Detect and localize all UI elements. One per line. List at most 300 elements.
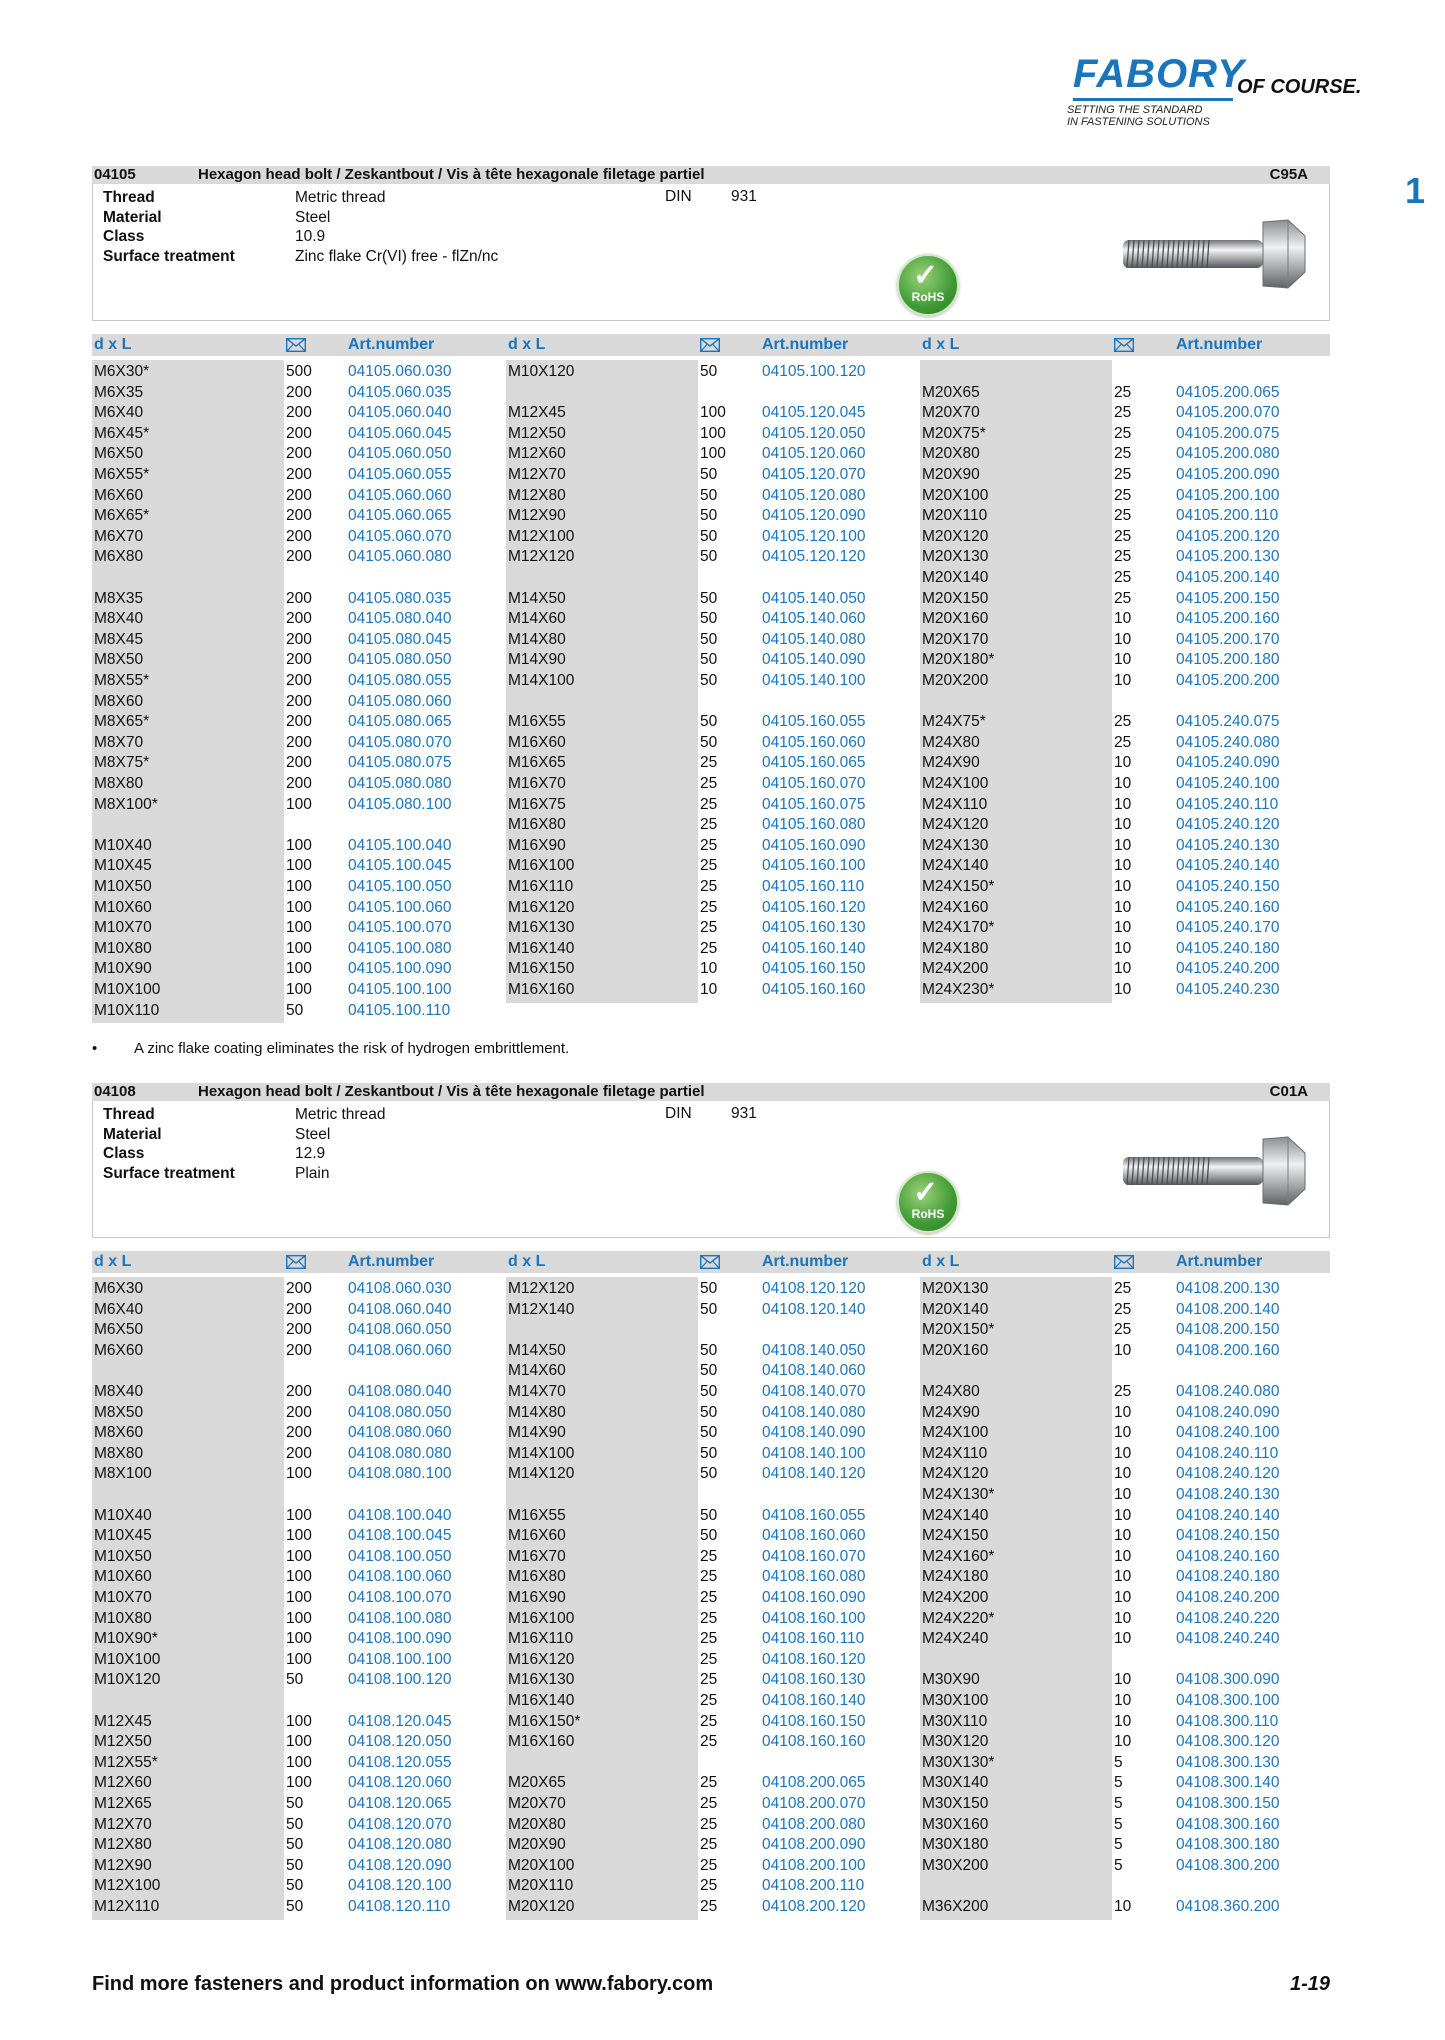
art-number-link[interactable]: 04108.300.150 [1176,1795,1280,1812]
art-number-link[interactable]: 04105.160.080 [762,816,866,834]
art-number-link[interactable]: 04105.140.090 [762,651,866,669]
qty-cell: 10 [1114,1506,1132,1524]
art-number-link[interactable]: 04105.240.200 [1176,960,1280,978]
art-number-link[interactable]: 04108.080.060 [348,1424,452,1442]
qty-cell: 5 [1114,1795,1123,1812]
qty-cell: 200 [286,754,312,772]
art-number-link[interactable]: 04105.200.130 [1176,548,1280,566]
size-cell: M20X130 [922,548,989,566]
art-number-link[interactable]: 04105.100.040 [348,836,452,854]
art-number-link[interactable]: 04105.080.045 [348,630,452,648]
size-cell: M16X65 [508,754,566,772]
size-cell: M20X200 [922,672,989,689]
art-number-link[interactable]: 04108.140.080 [762,1403,866,1421]
art-number-link[interactable]: 04108.120.110 [348,1898,451,1915]
art-number-link[interactable]: 04105.160.140 [762,939,866,957]
size-cell: M16X90 [508,1589,566,1606]
art-number-link[interactable]: 04105.160.065 [762,754,866,772]
size-cell: M24X180 [922,1568,989,1586]
art-number-link[interactable]: 04105.200.200 [1176,672,1280,689]
art-number-link[interactable]: 04108.200.140 [1176,1300,1280,1318]
art-number-link[interactable]: 04108.240.160 [1176,1547,1280,1565]
qty-cell: 200 [286,775,312,792]
art-number-link[interactable]: 04108.120.055 [348,1753,452,1771]
art-number-link[interactable]: 04105.200.080 [1176,445,1280,463]
art-number-link[interactable]: 04105.200.075 [1176,424,1280,442]
qty-cell: 100 [286,1609,312,1627]
qty-cell: 50 [286,1836,304,1854]
size-cell: M6X65* [94,507,150,525]
art-number-link[interactable]: 04105.060.035 [348,383,452,401]
brand-name: FABORY [1073,52,1245,96]
size-cell: M8X55* [94,672,150,689]
size-cell: M16X70 [508,775,566,792]
art-number-link[interactable]: 04108.240.150 [1176,1527,1280,1545]
qty-cell: 500 [286,363,312,380]
product-code: 04108 [94,1083,136,1100]
size-cell: M12X100 [508,527,575,545]
art-number-link[interactable]: 04105.200.070 [1176,404,1280,422]
size-cell: M10X50 [94,878,152,895]
art-number-link[interactable]: 04105.060.045 [348,424,452,442]
art-number-link[interactable]: 04108.140.060 [762,1362,866,1380]
qty-cell: 200 [286,1300,312,1318]
size-cell: M20X110 [922,507,988,525]
qty-cell: 200 [286,1444,312,1462]
art-number-link[interactable]: 04108.240.130 [1176,1486,1280,1503]
art-number-link[interactable]: 04105.100.070 [348,919,452,937]
spec-label: Thread [103,189,155,206]
art-number-link[interactable]: 04108.360.200 [1176,1898,1280,1915]
size-cell: M24X160* [922,1547,995,1565]
qty-cell: 10 [1114,857,1132,875]
art-number-link[interactable]: 04108.160.055 [762,1506,866,1524]
art-number-link[interactable]: 04108.160.150 [762,1712,866,1730]
art-number-link[interactable]: 04105.240.160 [1176,898,1280,916]
art-number-link[interactable]: 04105.140.080 [762,630,866,648]
art-number-link[interactable]: 04105.100.060 [348,898,452,916]
art-number-link[interactable]: 04105.200.160 [1176,610,1280,628]
art-number-link[interactable]: 04105.240.120 [1176,816,1280,834]
art-number-link[interactable]: 04108.120.045 [348,1712,452,1730]
qty-cell: 10 [700,981,718,998]
qty-cell: 25 [700,1856,718,1874]
art-number-link[interactable]: 04105.240.100 [1176,775,1280,792]
qty-cell: 10 [1114,919,1132,937]
qty-cell: 100 [286,1712,312,1730]
art-number-link[interactable]: 04108.100.050 [348,1547,452,1565]
art-number-link[interactable]: 04108.300.200 [1176,1856,1280,1874]
art-number-link[interactable]: 04108.240.200 [1176,1589,1280,1606]
art-number-link[interactable]: 04105.200.140 [1176,569,1280,586]
art-number-link[interactable]: 04105.060.050 [348,445,452,463]
size-cell: M24X80 [922,1383,980,1400]
art-number-link[interactable]: 04108.240.220 [1176,1609,1280,1627]
envelope-icon [700,1255,720,1269]
art-number-link[interactable]: 04108.200.065 [762,1774,866,1792]
size-cell: M10X40 [94,836,152,854]
art-number-link[interactable]: 04105.080.050 [348,651,452,669]
art-number-link[interactable]: 04105.120.070 [762,466,866,483]
art-number-link[interactable]: 04108.080.100 [348,1465,452,1483]
size-cell: M24X80 [922,733,980,751]
art-number-link[interactable]: 04105.240.140 [1176,857,1280,875]
art-number-link[interactable]: 04108.160.070 [762,1547,866,1565]
qty-cell: 25 [1114,733,1132,751]
art-number-link[interactable]: 04108.080.050 [348,1403,452,1421]
art-number-link[interactable]: 04105.060.080 [348,548,452,566]
size-cell: M10X110 [94,1001,160,1019]
art-number-link[interactable]: 04105.160.070 [762,775,866,792]
qty-cell: 100 [286,1568,312,1586]
art-number-link[interactable]: 04108.300.180 [1176,1836,1280,1854]
size-cell: M6X55* [94,466,150,483]
art-number-link[interactable]: 04108.240.100 [1176,1424,1280,1442]
size-cell: M16X100 [508,857,575,875]
tagline-line-2: IN FASTENING SOLUTIONS [1067,116,1210,128]
art-number-link[interactable]: 04105.160.110 [762,878,865,895]
qty-cell: 50 [700,1300,718,1318]
qty-cell: 25 [700,836,718,854]
art-number-link[interactable]: 04105.100.120 [762,363,866,380]
art-number-link[interactable]: 04105.080.070 [348,733,452,751]
table-header-04108 [92,1251,1330,1273]
brand-tagline [1067,104,1210,128]
size-cell: M24X160 [922,898,989,916]
art-number-link[interactable]: 04108.060.050 [348,1321,452,1339]
fabory-logo [1065,52,1365,132]
art-number-link[interactable]: 04105.240.090 [1176,754,1280,772]
qty-cell: 25 [700,1589,718,1606]
size-cell: M24X110 [922,1444,988,1462]
art-number-link[interactable]: 04108.120.050 [348,1733,452,1751]
rohs-icon: ✓ RoHS [897,254,959,316]
size-cell: M8X40 [94,1383,144,1400]
qty-cell: 25 [1114,713,1132,731]
column-header-dxl: d x L [508,1253,546,1270]
art-number-link[interactable]: 04108.200.100 [762,1856,866,1874]
size-cell: M16X150* [508,1712,581,1730]
art-number-link[interactable]: 04105.100.110 [348,1001,451,1019]
column-header-dxl: d x L [94,336,132,353]
art-number-link[interactable]: 04108.100.080 [348,1609,452,1627]
envelope-icon [1114,338,1134,352]
art-number-link[interactable]: 04105.240.180 [1176,939,1280,957]
art-number-link[interactable]: 04108.200.160 [1176,1341,1280,1359]
qty-cell: 25 [700,878,718,895]
qty-cell: 10 [1114,836,1132,854]
art-number-link[interactable]: 04105.080.080 [348,775,452,792]
art-number-link[interactable]: 04108.160.100 [762,1609,866,1627]
qty-cell: 10 [1114,1671,1132,1689]
art-number-link[interactable]: 04105.120.090 [762,507,866,525]
size-cell: M14X70 [508,1383,566,1400]
art-number-link[interactable]: 04105.200.170 [1176,630,1280,648]
art-number-link[interactable]: 04108.200.090 [762,1836,866,1854]
qty-cell: 10 [1114,1589,1132,1606]
art-number-link[interactable]: 04105.160.160 [762,981,866,998]
art-number-link[interactable]: 04108.100.100 [348,1650,452,1668]
size-cell: M24X220* [922,1609,995,1627]
art-number-link[interactable]: 04105.240.150 [1176,878,1280,895]
size-cell: M8X100* [94,795,158,813]
art-number-link[interactable]: 04108.160.120 [762,1650,866,1668]
art-number-link[interactable]: 04105.240.080 [1176,733,1280,751]
size-cell: M24X170* [922,919,995,937]
art-number-link[interactable]: 04108.160.090 [762,1589,866,1606]
art-number-link[interactable]: 04105.080.035 [348,589,452,607]
qty-cell: 10 [1114,672,1132,689]
art-number-link[interactable]: 04108.120.065 [348,1795,452,1812]
art-number-link[interactable]: 04105.080.060 [348,692,452,710]
qty-cell: 50 [700,527,718,545]
size-cell: M16X110 [508,878,574,895]
size-cell: M8X40 [94,610,144,628]
size-cell: M6X50 [94,1321,144,1339]
art-number-link[interactable]: 04105.200.180 [1176,651,1280,669]
size-cell: M12X100 [94,1877,161,1895]
art-number-link[interactable]: 04105.160.075 [762,795,866,813]
art-number-link[interactable]: 04108.200.110 [762,1877,865,1895]
art-number-link[interactable]: 04108.140.050 [762,1341,866,1359]
art-number-link[interactable]: 04105.200.150 [1176,589,1280,607]
art-number-link[interactable]: 04105.200.100 [1176,486,1280,504]
art-number-link[interactable]: 04108.160.160 [762,1733,866,1751]
art-number-link[interactable]: 04105.120.050 [762,424,866,442]
art-number-link[interactable]: 04108.300.090 [1176,1671,1280,1689]
art-number-link[interactable]: 04108.120.090 [348,1856,452,1874]
art-number-link[interactable]: 04105.060.030 [348,363,452,380]
column-header-art: Art.number [348,1253,435,1270]
qty-cell: 50 [700,733,718,751]
size-cell: M8X60 [94,1424,144,1442]
size-cell: M20X65 [508,1774,566,1792]
art-number-link[interactable]: 04105.120.080 [762,486,866,504]
qty-cell: 100 [286,1774,312,1792]
art-number-link[interactable]: 04105.160.100 [762,857,866,875]
art-number-link[interactable]: 04105.080.065 [348,713,452,731]
size-cell: M10X90* [94,1630,158,1648]
product-ref: C01A [1269,1083,1308,1100]
size-cell: M20X150 [922,589,989,607]
art-number-link[interactable]: 04108.240.240 [1176,1630,1280,1648]
art-number-link[interactable]: 04105.160.055 [762,713,866,731]
qty-cell: 5 [1114,1836,1123,1854]
size-cell: M24X120 [922,1465,989,1483]
qty-cell: 10 [1114,1733,1132,1751]
size-cell: M10X90 [94,960,152,978]
art-number-link[interactable]: 04108.120.120 [762,1280,866,1297]
qty-cell: 100 [286,1630,312,1648]
qty-cell: 25 [1114,383,1132,401]
art-number-link[interactable]: 04105.100.080 [348,939,452,957]
art-number-link[interactable]: 04105.240.170 [1176,919,1280,937]
art-number-link[interactable]: 04105.060.065 [348,507,452,525]
art-number-link[interactable]: 04105.060.060 [348,486,452,504]
art-number-link[interactable]: 04105.140.050 [762,589,866,607]
size-cell: M12X110 [94,1898,160,1915]
product-title: Hexagon head bolt / Zeskantbout / Vis à tête hexagonale filetage partiel [198,1083,705,1100]
art-number-link[interactable]: 04108.100.045 [348,1527,452,1545]
art-number-link[interactable]: 04105.100.050 [348,878,452,895]
art-number-link[interactable]: 04105.060.070 [348,527,452,545]
art-number-link[interactable]: 04108.240.110 [1176,1444,1279,1462]
art-number-link[interactable]: 04108.160.130 [762,1671,866,1689]
qty-cell: 200 [286,466,312,483]
size-cell: M16X100 [508,1609,575,1627]
art-number-link[interactable]: 04105.160.150 [762,960,866,978]
art-number-link[interactable]: 04108.120.060 [348,1774,452,1792]
size-cell: M14X100 [508,672,575,689]
size-cell: M20X170 [922,630,989,648]
art-number-link[interactable]: 04108.200.080 [762,1815,866,1833]
size-cell: M30X150 [922,1795,989,1812]
art-number-link[interactable]: 04105.120.045 [762,404,866,422]
art-number-link[interactable]: 04108.300.110 [1176,1712,1279,1730]
size-cell: M20X160 [922,610,989,628]
size-cell: M12X90 [94,1856,152,1874]
qty-cell: 25 [700,816,718,834]
art-number-link[interactable]: 04105.200.110 [1176,507,1279,525]
art-number-link[interactable]: 04105.080.040 [348,610,452,628]
art-number-link[interactable]: 04108.160.060 [762,1527,866,1545]
art-number-link[interactable]: 04108.300.100 [1176,1692,1280,1709]
size-cell: M24X150 [922,1527,989,1545]
size-cell: M10X100 [94,1650,161,1668]
art-number-link[interactable]: 04108.240.140 [1176,1506,1280,1524]
art-number-link[interactable]: 04108.240.120 [1176,1465,1280,1483]
art-number-link[interactable]: 04108.240.180 [1176,1568,1280,1586]
art-number-link[interactable]: 04105.100.090 [348,960,452,978]
art-number-link[interactable]: 04108.140.120 [762,1465,866,1483]
size-cell: M8X65* [94,713,150,731]
art-number-link[interactable]: 04108.300.160 [1176,1815,1280,1833]
size-cell: M20X160 [922,1341,989,1359]
product-header-04105 [92,166,1330,184]
art-number-link[interactable]: 04105.200.090 [1176,466,1280,483]
qty-cell: 25 [700,1774,718,1792]
size-cell: M6X60 [94,1341,144,1359]
size-cell: M6X30 [94,1280,144,1297]
art-number-link[interactable]: 04105.200.120 [1176,527,1280,545]
art-number-link[interactable]: 04108.080.080 [348,1444,452,1462]
qty-cell: 200 [286,507,312,525]
art-number-link[interactable]: 04108.120.100 [348,1877,452,1895]
art-number-link[interactable]: 04108.120.080 [348,1836,452,1854]
art-number-link[interactable]: 04105.200.065 [1176,383,1280,401]
art-number-link[interactable]: 04108.200.130 [1176,1280,1280,1297]
art-number-link[interactable]: 04105.060.055 [348,466,452,483]
art-number-link[interactable]: 04105.080.055 [348,672,452,689]
qty-cell: 50 [286,1898,304,1915]
art-number-link[interactable]: 04108.120.140 [762,1300,866,1318]
art-number-link[interactable]: 04108.080.040 [348,1383,452,1400]
art-number-link[interactable]: 04108.100.060 [348,1568,452,1586]
art-number-link[interactable]: 04108.100.090 [348,1630,452,1648]
art-number-link[interactable]: 04105.240.075 [1176,713,1280,731]
art-number-link[interactable]: 04105.080.100 [348,795,452,813]
art-number-link[interactable]: 04108.300.120 [1176,1733,1280,1751]
art-number-link[interactable]: 04108.060.060 [348,1341,452,1359]
qty-cell: 25 [1114,507,1132,525]
qty-cell: 5 [1114,1753,1123,1771]
qty-cell: 10 [1114,1527,1132,1545]
art-number-link[interactable]: 04105.240.230 [1176,981,1280,998]
art-number-link[interactable]: 04108.300.130 [1176,1753,1280,1771]
art-number-link[interactable]: 04108.100.070 [348,1589,452,1606]
art-number-link[interactable]: 04105.240.110 [1176,795,1279,813]
art-number-link[interactable]: 04108.120.070 [348,1815,452,1833]
art-number-link[interactable]: 04108.100.040 [348,1506,452,1524]
qty-cell: 50 [700,651,718,669]
size-cell: M8X50 [94,651,144,669]
art-number-link[interactable]: 04108.140.100 [762,1444,866,1462]
art-number-link[interactable]: 04108.300.140 [1176,1774,1280,1792]
art-number-link[interactable]: 04105.240.130 [1176,836,1280,854]
art-number-link[interactable]: 04105.080.075 [348,754,452,772]
art-number-link[interactable]: 04105.160.120 [762,898,866,916]
size-cell: M14X80 [508,630,566,648]
size-cell: M10X80 [94,1609,152,1627]
note-text: A zinc flake coating eliminates the risk of hydrogen embrittlement. [134,1040,570,1057]
art-number-link[interactable]: 04108.160.110 [762,1630,865,1648]
art-number-link[interactable]: 04105.060.040 [348,404,452,422]
art-number-link[interactable]: 04105.100.045 [348,857,452,875]
size-cell: M20X65 [922,383,980,401]
art-number-link[interactable]: 04105.100.100 [348,981,452,998]
art-number-link[interactable]: 04108.200.120 [762,1898,866,1915]
art-number-link[interactable]: 04108.160.140 [762,1692,866,1709]
art-number-link[interactable]: 04108.200.150 [1176,1321,1280,1339]
size-cell: M20X120 [508,1898,575,1915]
size-cell: M12X45 [508,404,566,422]
size-cell: M6X30* [94,363,150,380]
art-number-link[interactable]: 04108.100.120 [348,1671,452,1689]
art-number-link[interactable]: 04105.160.060 [762,733,866,751]
size-cell: M10X40 [94,1506,152,1524]
art-number-link[interactable]: 04108.140.070 [762,1383,866,1400]
art-number-link[interactable]: 04105.160.090 [762,836,866,854]
art-number-link[interactable]: 04108.200.070 [762,1795,866,1812]
size-cell: M12X45 [94,1712,152,1730]
rohs-icon: ✓ RoHS [897,1171,959,1233]
size-cell: M12X120 [508,1280,575,1297]
qty-cell: 10 [1114,1424,1132,1442]
art-number-link[interactable]: 04108.140.090 [762,1424,866,1442]
art-number-link[interactable]: 04108.160.080 [762,1568,866,1586]
art-number-link[interactable]: 04105.140.060 [762,610,866,628]
size-cell: M20X100 [922,486,989,504]
art-number-link[interactable]: 04105.120.060 [762,445,866,463]
qty-cell: 100 [286,1589,312,1606]
art-number-link[interactable]: 04108.060.040 [348,1300,452,1318]
product-header-04108 [92,1083,1330,1101]
art-number-link[interactable]: 04105.120.100 [762,527,866,545]
size-cell: M12X80 [94,1836,152,1854]
envelope-icon [1114,1255,1134,1269]
art-number-link[interactable]: 04108.060.030 [348,1280,452,1297]
qty-cell: 100 [700,445,726,463]
size-cell: M8X45 [94,630,144,648]
art-number-link[interactable]: 04105.120.120 [762,548,866,566]
size-cell: M16X120 [508,898,575,916]
art-number-link[interactable]: 04108.240.080 [1176,1383,1280,1400]
spec-value: Steel [295,208,331,226]
art-number-link[interactable]: 04105.160.130 [762,919,866,937]
qty-cell: 50 [700,1465,718,1483]
art-number-link[interactable]: 04105.140.100 [762,672,866,689]
art-number-link[interactable]: 04108.240.090 [1176,1403,1280,1421]
